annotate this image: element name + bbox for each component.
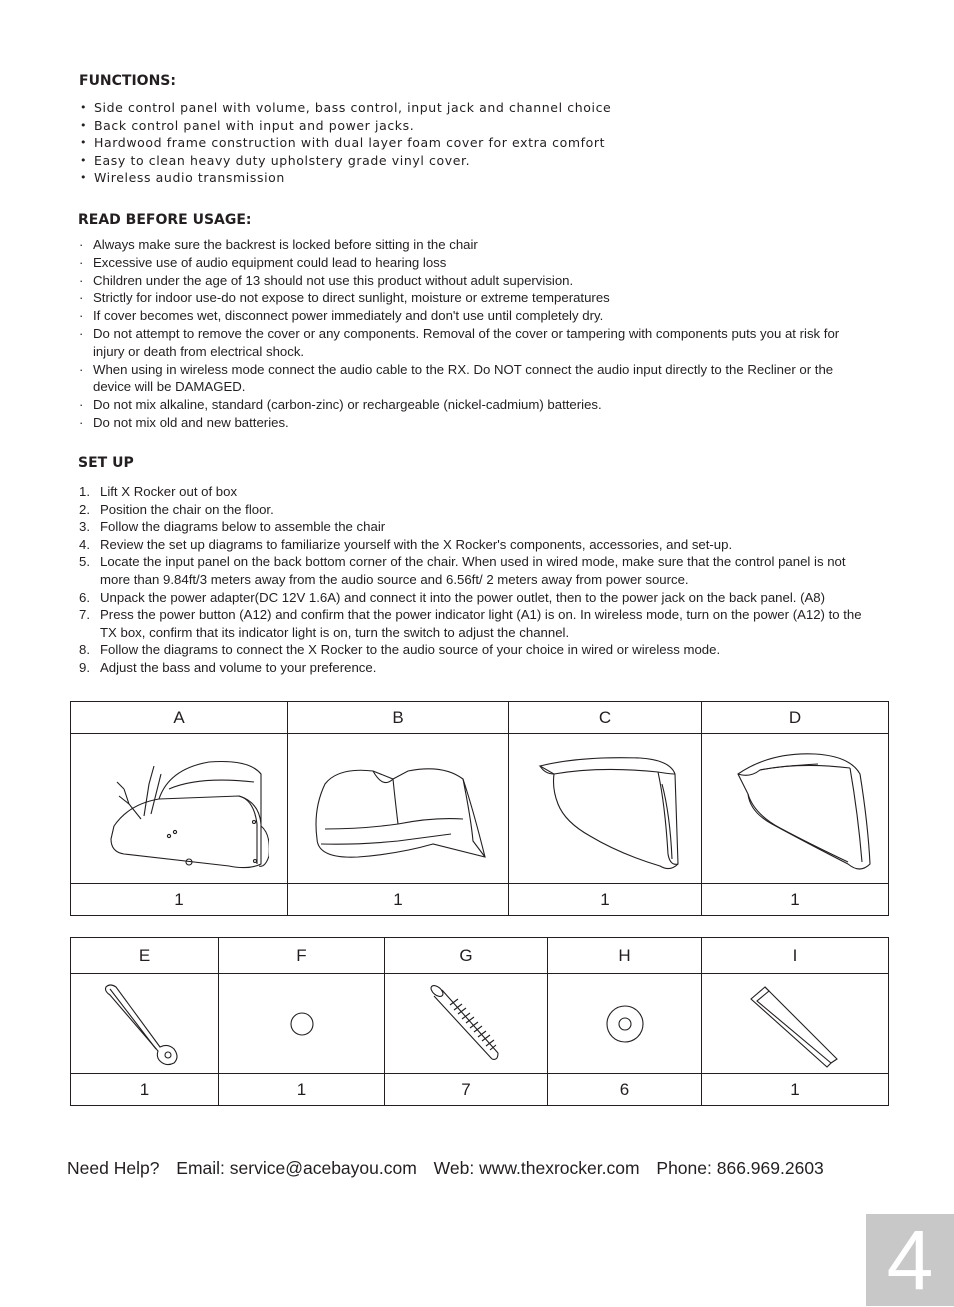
help-phone: Phone: 866.969.2603 <box>656 1158 824 1178</box>
step-text: Adjust the bass and volume to your preference. <box>100 659 377 675</box>
part-quantity: 6 <box>548 1074 702 1106</box>
washer-icon <box>600 999 650 1049</box>
step-text: Lift X Rocker out of box <box>100 484 238 499</box>
help-label: Need Help? <box>67 1158 160 1178</box>
parts-table-1 <box>70 701 889 916</box>
list-item <box>79 536 870 554</box>
chair-base-icon <box>89 744 269 874</box>
page-number-box <box>866 1214 954 1306</box>
help-email: Email: service@acebayou.com <box>176 1158 417 1178</box>
part-label: D <box>702 702 889 734</box>
setup-list <box>79 483 870 677</box>
step-text: Follow the diagrams below to assemble the chair <box>100 519 386 535</box>
part-quantity: 1 <box>71 1074 219 1106</box>
list-item: • Wireless audio transmission <box>80 169 611 187</box>
bolt-icon <box>426 979 506 1069</box>
list-item: · When using in wireless mode connect the audio cable to the RX. Do NOT connect the audio input directly to the Recliner or the device will be DAMAGED. <box>79 361 868 397</box>
list-item: · Children under the age of 13 should not use this product without adult supervision. <box>79 272 868 290</box>
list-item: • Hardwood frame construction with dual layer foam cover for extra comfort <box>80 134 611 152</box>
step-number: 2. <box>79 501 90 517</box>
read-before-title: READ BEFORE USAGE: <box>78 212 252 228</box>
list-item: · Always make sure the backrest is locked before sitting in the chair <box>79 236 868 254</box>
part-quantity: 1 <box>509 884 702 916</box>
list-item: • Back control panel with input and power jacks. <box>80 117 611 135</box>
list-item: · Excessive use of audio equipment could lead to hearing loss <box>79 254 868 272</box>
step-text: Position the chair on the floor. <box>100 501 274 517</box>
list-item <box>79 659 870 677</box>
part-quantity: 1 <box>702 884 889 916</box>
part-label: F <box>219 938 385 974</box>
part-image-cell <box>288 734 509 884</box>
part-quantity: 1 <box>702 1074 889 1106</box>
functions-title: FUNCTIONS: <box>79 73 176 89</box>
step-text: Locate the input panel on the back bottom corner of the chair. When used in wired mode, make sure that the control panel is not more than 9.84ft/3 meters away from the audio source and 6.56ft/ 2 meters away from power source. <box>100 554 846 587</box>
step-text: Press the power button (A12) and confirm that the power indicator light (A1) is on. In wireless mode, turn on the power (A12) to the TX box, confirm that its indicator light is on, turn the switch to adjust the channel. <box>100 607 862 640</box>
list-item: · Strictly for indoor use-do not expose to direct sunlight, moisture or extreme temperatures <box>79 289 868 307</box>
cap-icon <box>282 1004 322 1044</box>
part-quantity: 7 <box>385 1074 548 1106</box>
part-image-cell <box>509 734 702 884</box>
help-line <box>67 1158 836 1179</box>
part-quantity: 1 <box>288 884 509 916</box>
left-armrest-icon <box>520 744 690 874</box>
part-quantity: 1 <box>71 884 288 916</box>
list-item: · Do not mix old and new batteries. <box>79 414 868 432</box>
part-label: C <box>509 702 702 734</box>
part-image-cell <box>71 734 288 884</box>
list-item <box>79 606 870 641</box>
step-text: Follow the diagrams to connect the X Rocker to the audio source of your choice in wired or wireless mode. <box>100 642 721 658</box>
functions-list <box>80 99 611 187</box>
part-image-cell <box>702 974 889 1074</box>
part-label: G <box>385 938 548 974</box>
list-item <box>79 483 870 501</box>
right-armrest-icon <box>710 744 880 874</box>
step-text: Review the set up diagrams to familiarize yourself with the X Rocker's components, accessories, and set-up. <box>100 536 733 552</box>
list-item <box>79 518 870 536</box>
part-quantity: 1 <box>219 1074 385 1106</box>
part-label: B <box>288 702 509 734</box>
step-number: 3. <box>79 519 90 535</box>
help-web: Web: www.thexrocker.com <box>433 1158 640 1178</box>
part-label: H <box>548 938 702 974</box>
step-number: 9. <box>79 659 90 675</box>
list-item: · Do not attempt to remove the cover or any components. Removal of the cover or tampering with components puts you at risk for injury or death from electrical shock. <box>79 325 868 361</box>
list-item <box>79 553 870 588</box>
list-item <box>79 501 870 519</box>
part-image-cell <box>702 734 889 884</box>
list-item: • Side control panel with volume, bass control, input jack and channel choice <box>80 99 611 117</box>
step-text: Unpack the power adapter(DC 12V 1.6A) and connect it into the power outlet, then to the power jack on the back panel. (A8) <box>100 589 826 605</box>
list-item: • Easy to clean heavy duty upholstery grade vinyl cover. <box>80 152 611 170</box>
seat-cushion-icon <box>303 749 493 869</box>
allen-key-icon <box>745 979 845 1069</box>
part-label: A <box>71 702 288 734</box>
read-before-list <box>79 236 868 432</box>
setup-title: SET UP <box>78 455 134 471</box>
page-number: 4 <box>886 1213 934 1307</box>
part-image-cell <box>385 974 548 1074</box>
list-item: · If cover becomes wet, disconnect power immediately and don't use until completely dry. <box>79 307 868 325</box>
part-label: I <box>702 938 889 974</box>
part-label: E <box>71 938 219 974</box>
list-item: · Do not mix alkaline, standard (carbon-zinc) or rechargeable (nickel-cadmium) batteries. <box>79 396 868 414</box>
list-item <box>79 589 870 607</box>
parts-table-2 <box>70 937 889 1106</box>
list-item <box>79 641 870 659</box>
step-number: 1. <box>79 484 90 499</box>
step-number: 4. <box>79 536 90 552</box>
step-number: 5. <box>79 554 90 570</box>
step-number: 7. <box>79 607 90 623</box>
part-image-cell <box>219 974 385 1074</box>
step-number: 8. <box>79 642 90 658</box>
step-number: 6. <box>79 589 90 605</box>
part-image-cell <box>548 974 702 1074</box>
wrench-icon <box>100 979 190 1069</box>
part-image-cell <box>71 974 219 1074</box>
